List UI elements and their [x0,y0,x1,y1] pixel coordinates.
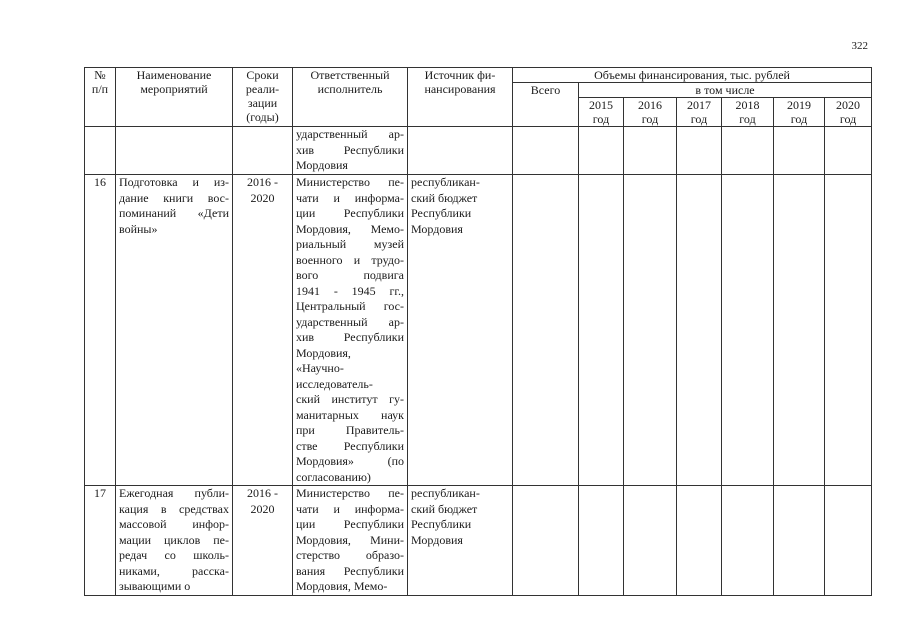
terms-line: 2020 [250,190,275,205]
table-row [85,486,872,596]
table-row [85,175,872,486]
cell-year-value [722,127,774,175]
executor-line: Мордовия, [296,345,351,360]
header-terms-line: реали- [245,82,280,96]
name-line: зывающими о [119,579,191,593]
year-label: 2020 [836,98,861,112]
year-unit: год [641,112,659,126]
header-terms-line: зации [247,96,278,110]
executor-line: ударственный ар- [296,314,404,329]
name-line: дание книги вос- [119,190,229,205]
source-line: Мордовия [411,532,463,547]
executor-line: ции Республики [296,206,404,220]
source-line: Республики [411,517,472,531]
cell-executor [293,127,408,175]
year-unit: год [790,112,808,126]
page-number: 322 [851,40,868,52]
cell-year-value [624,175,677,486]
name-line: войны» [119,221,158,236]
executor-line: чати и информа- [296,190,404,205]
cell-source [408,486,513,596]
source-line: Мордовия [411,221,463,236]
name-line: поминаний «Дети [119,206,229,220]
executor-line: Центральный гос- [296,299,404,313]
header-terms-line: Сроки [246,68,279,82]
header-num-line: № [94,68,106,82]
cell-year-value [722,486,774,596]
header-year-2018 [722,98,774,127]
cell-year-value [624,127,677,175]
name-line: кация в средствах [119,501,229,516]
terms-line: 2016 - [247,486,278,500]
header-executor-line: Ответственный [310,68,390,82]
executor-line: «Научно- [296,361,344,375]
cell-year-value [825,127,872,175]
executor-line: хив Республики [296,330,404,344]
header-year-2015 [579,98,624,127]
executor-line: ский институт гу- [296,392,404,406]
header-year-2019 [774,98,825,127]
executor-line: 1941 - 1945 гг., [296,283,404,298]
source-line: ский бюджет [411,501,478,516]
header-total: Всего [513,83,579,127]
year-label: 2017 [687,98,711,112]
name-line: Подготовка и из- [119,175,229,189]
executor-line: Мордовия, Мемо- [296,221,404,236]
year-label: 2016 [638,98,662,112]
cell-executor [293,175,408,486]
header-name-line: мероприятий [140,82,208,96]
executor-line: военного и трудо- [296,252,404,267]
header-source [408,68,513,127]
header-year-2017 [677,98,722,127]
source-line: республикан- [411,175,480,189]
cell-name [116,175,233,486]
header-row-1 [85,68,872,83]
executor-line: манитарных наук [296,407,404,422]
cell-num: 17 [85,486,116,596]
cell-name [116,486,233,596]
executor-line: хив Республики [296,142,404,157]
header-source-line: Источник фи- [424,68,496,82]
cell-year-value [825,486,872,596]
cell-year-value [677,127,722,175]
executor-line: согласованию) [296,469,371,484]
header-name-line: Наименование [136,68,212,82]
header-terms [233,68,293,127]
cell-total [513,127,579,175]
cell-year-value [677,175,722,486]
executor-line: при Правитель- [296,423,404,437]
cell-executor [293,486,408,596]
cell-name [116,127,233,175]
cell-source [408,127,513,175]
source-line: республикан- [411,486,480,500]
cell-year-value [825,175,872,486]
table-body [85,127,872,596]
year-unit: год [690,112,708,126]
header-source-line: нансирования [424,82,496,96]
source-line: Республики [411,206,472,220]
cell-year-value [774,175,825,486]
terms-line: 2020 [250,501,275,516]
executor-line: риальный музей [296,237,404,251]
executor-line: вого подвига [296,268,404,282]
executor-line: Мордовия, Мини- [296,532,404,547]
executor-line: Министерство пе- [296,175,404,189]
header-num [85,68,116,127]
cell-source [408,175,513,486]
cell-year-value [579,127,624,175]
name-line: мации циклов пе- [119,532,229,547]
name-line: Ежегодная публи- [119,486,229,500]
cell-num: 16 [85,175,116,486]
cell-year-value [774,486,825,596]
header-year-2016 [624,98,677,127]
year-label: 2018 [735,98,760,112]
cell-num [85,127,116,175]
executor-line: исследователь- [296,376,373,391]
cell-year-value [579,486,624,596]
cell-year-value [624,486,677,596]
year-label: 2019 [787,98,811,112]
header-num-line: п/п [91,82,109,96]
cell-terms [233,175,293,486]
executor-line: Министерство пе- [296,486,404,500]
header-terms-line: (годы) [246,110,279,124]
header-including: в том числе [579,83,872,98]
executor-line: Мордовия, Мемо- [296,579,388,593]
executor-line: Мордовия [296,158,348,172]
header-executor [293,68,408,127]
name-line: массовой инфор- [119,517,229,531]
executor-line: стве Республики [296,438,404,453]
cell-year-value [774,127,825,175]
cell-year-value [579,175,624,486]
header-executor-line: исполнитель [317,82,383,96]
header-year-2020 [825,98,872,127]
cell-terms [233,127,293,175]
financing-table [84,67,872,596]
executor-line: Мордовия» (по [296,454,404,468]
executor-line: чати и информа- [296,501,404,516]
table-row [85,127,872,175]
cell-year-value [722,175,774,486]
header-volume: Объемы финансирования, тыс. рублей [513,68,872,83]
year-unit: год [839,112,857,126]
cell-total [513,486,579,596]
executor-line: вания Республики [296,563,404,578]
executor-line: стерство образо- [296,548,404,562]
cell-terms [233,486,293,596]
year-label: 2015 [589,98,613,112]
year-unit: год [739,112,756,126]
cell-year-value [677,486,722,596]
year-unit: год [592,112,610,126]
executor-line: ции Республики [296,517,404,531]
cell-total [513,175,579,486]
source-line: ский бюджет [411,190,478,205]
header-name [116,68,233,127]
name-line: редач со школь- [119,548,229,562]
name-line: никами, расска- [119,563,229,578]
terms-line: 2016 - [247,175,278,189]
executor-line: ударственный ар- [296,127,404,141]
